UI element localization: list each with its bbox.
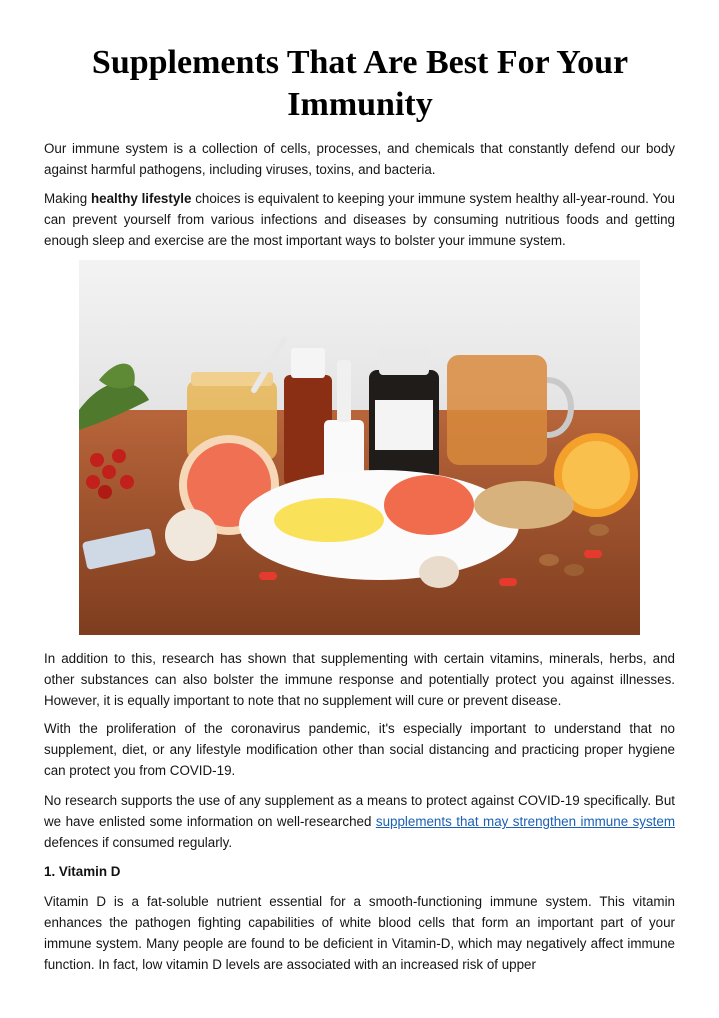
- supplements-link[interactable]: supplements that may strengthen immune system: [375, 814, 675, 829]
- bold-phrase: healthy lifestyle: [90, 191, 192, 206]
- lifestyle-paragraph: [44, 188, 675, 251]
- intro-paragraph: Our immune system is a collection of cells, processes, and chemicals that constantly defend our body against harmful pathogens, including viruses, toxins, and bacteria.: [44, 141, 675, 177]
- covid-paragraph: With the proliferation of the coronavirus pandemic, it's especially important to understand that no supplement, diet, or any lifestyle modification other than social distancing and practicing proper hygiene can protect you from COVID-19.: [44, 721, 675, 778]
- vitamin-d-paragraph: Vitamin D is a fat-soluble nutrient essential for a smooth-functioning immune system. This vitamin enhances the pathogen fighting capabilities of white blood cells that form an important part of your immune system. Many people are found to be deficient in Vitamin-D, which may negatively affect immune function. In fact, low vitamin D levels are associated with an increased risk of upper: [44, 894, 675, 972]
- supplements-paragraph: [44, 790, 675, 853]
- research-paragraph: In addition to this, research has shown that supplementing with certain vitamins, minerals, herbs, and other substances can also bolster the immune response and potentially protect you against illnesses. However, it is equally important to note that no supplement will cure or prevent disease.: [44, 651, 675, 708]
- text-span: choices is equivalent to keeping your immune system healthy all-year-round. You can prevent yourself from various infections and diseases by consuming nutritious foods and getting enough sleep and exercise are the most important ways to bolster your immune system.: [44, 191, 675, 248]
- text-span: No research supports the use of any supplement as a means to protect against COVID-19 specifically. But we have enlisted some information on well-researched: [44, 793, 675, 829]
- supplements-photo: [79, 260, 640, 635]
- text-span: defences if consumed regularly.: [44, 835, 233, 850]
- article-title: Supplements That Are Best For Your Immunity: [91, 44, 629, 123]
- text-span: Making: [44, 191, 91, 206]
- vitamin-d-heading: 1. Vitamin D: [44, 864, 121, 879]
